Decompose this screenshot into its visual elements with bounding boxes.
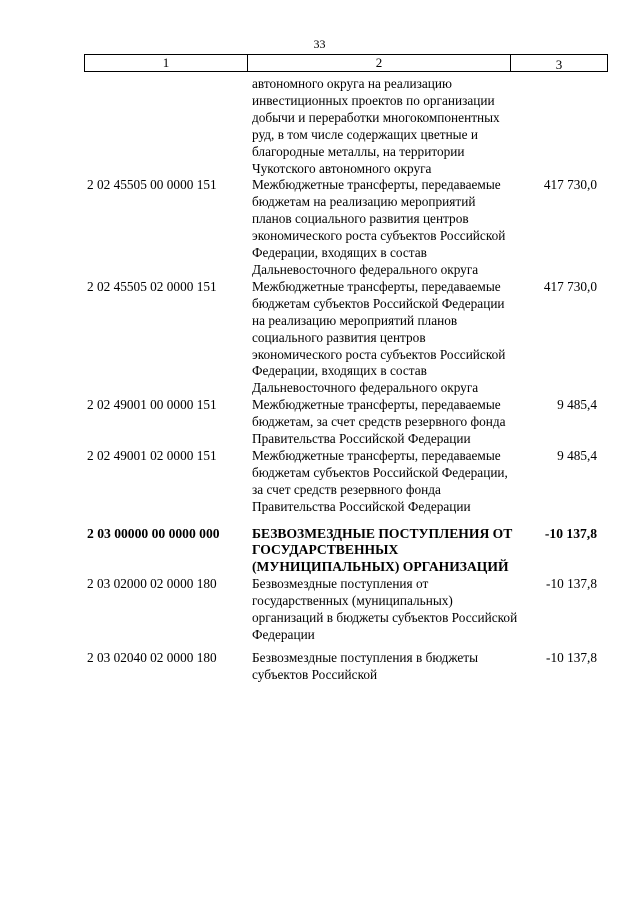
table-row — [0, 397, 639, 448]
row-description: Межбюджетные трансферты, передаваемые бюджетам субъектов Российской Федерации на реализацию мероприятий планов социального развития центров экономического роста субъектов Российской Федерации, входящих в состав Дальневосточного федерального округа — [252, 278, 506, 396]
budget-code: 2 02 45505 02 0000 151 — [87, 278, 217, 294]
table-row-section — [0, 526, 639, 577]
row-description: Межбюджетные трансферты, передаваемые бюджетам, за счет средств резервного фонда Правительства Российской Федерации — [252, 397, 506, 447]
budget-code: 2 02 45505 00 0000 151 — [87, 177, 217, 193]
table-row — [0, 576, 639, 644]
budget-code: 2 03 00000 00 0000 000 — [87, 525, 220, 541]
row-amount: 9 485,4 — [557, 397, 597, 413]
budget-table — [0, 76, 639, 684]
table-row — [0, 448, 639, 516]
row-amount: 417 730,0 — [543, 177, 597, 193]
row-spacer — [0, 516, 639, 526]
row-description: автономного округа на реализацию инвестиционных проектов по организации добычи и переработки многокомпонентных руд, в том числе содержащих цветные и благородные металлы, на территории Чукотского автономного округа — [252, 76, 500, 176]
row-description: Безвозмездные поступления в бюджеты субъектов Российской — [252, 649, 479, 682]
budget-code: 2 02 49001 02 0000 151 — [87, 447, 217, 463]
header-col-3: 3 — [555, 57, 563, 72]
row-amount: -10 137,8 — [546, 649, 597, 665]
budget-code: 2 03 02040 02 0000 180 — [87, 649, 217, 665]
row-amount: 9 485,4 — [557, 447, 597, 463]
row-description: Межбюджетные трансферты, передаваемые бюджетам субъектов Российской Федерации, за счет средств резервного фонда Правительства Российской Федерации — [252, 447, 508, 514]
row-amount: -10 137,8 — [544, 525, 597, 541]
row-description: Межбюджетные трансферты, передаваемые бюджетам на реализацию мероприятий планов социального развития центров экономического роста субъектов Российской Федерации, входящих в состав Дальневосточного федерального округа — [252, 177, 506, 277]
header-col-1: 1 — [85, 55, 248, 71]
table-row — [0, 279, 639, 397]
row-amount: -10 137,8 — [546, 576, 597, 592]
table-row — [0, 76, 639, 177]
table-row — [0, 650, 639, 684]
table-row — [0, 177, 639, 278]
header-col-2: 2 — [248, 55, 511, 71]
budget-code: 2 03 02000 02 0000 180 — [87, 576, 217, 592]
row-amount: 417 730,0 — [543, 278, 597, 294]
table-header — [84, 54, 608, 72]
row-description: БЕЗВОЗМЕЗДНЫЕ ПОСТУПЛЕНИЯ ОТ ГОСУДАРСТВЕННЫХ (МУНИЦИПАЛЬНЫХ) ОРГАНИЗАЦИЙ — [252, 525, 513, 575]
row-description: Безвозмездные поступления от государственных (муниципальных) организаций в бюджеты субъектов Российской Федерации — [252, 576, 518, 642]
page-number: 33 — [313, 37, 326, 51]
budget-code: 2 02 49001 00 0000 151 — [87, 397, 217, 413]
